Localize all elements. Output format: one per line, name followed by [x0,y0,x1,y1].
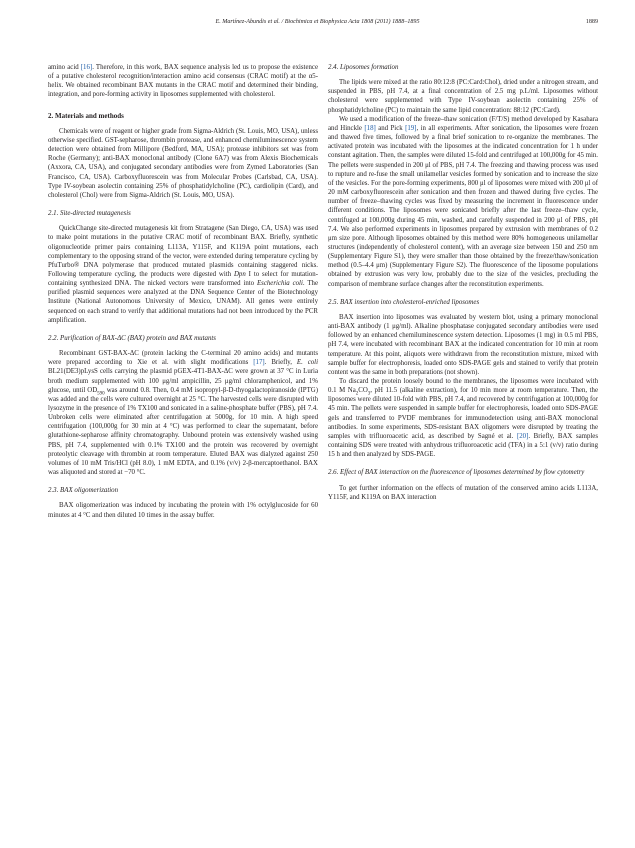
reference-link[interactable]: [20] [516,432,529,440]
subsection-heading-flow-cytometry: 2.6. Effect of BAX interaction on the fluorescence of liposomes determined by flow cytometry [328,469,585,477]
subscript: 3 [367,391,371,397]
insertion-paragraph-1: BAX insertion into liposomes was evaluated by western blot, using a primary monoclonal anti-BAX antibody (1 μg/ml). Alkaline phosphatase conjugated secondary antibodies were used followed by an enhanced chemiluminescence system detection. Liposomes (1 mg) in 0.5 ml PBS, pH 7.4, were incubated with recombinant BAX at the indicated concentration for 10 min at room temperature. At this point, aliquots were withdrawn from the reconstitution mixture, mixed with sample buffer for electrophoresis, loaded onto SDS-PAGE gels and stained to verify that protein content was the same in both preparations (not shown). [328,313,598,376]
liposomes-paragraph-2: We used a modification of the freeze–thaw sonication (F/T/S) method developed by Kasahara and Hinckle [18] and Pick [19], in all experiments. After sonication, the liposomes were frozen and thawed five times, followed by a final brief sonication to re-organize the membranes. The activated protein was incubated with the liposomes at the indicated concentration for 1 h under constant agitation. Then, the samples were diluted 15-fold and centrifuged at 100,000g for 45 min. The pellets were suspended in 200 μl of PBS, pH 7.4. The freezing and thawing process was used to rupture and re-fuse the small unilamellar vesicles formed by sonication and to increase the size of the vesicles. For the pore-forming experiments, 800 μl of liposomes were mixed with 200 μl of 20 mM carboxyfluorescein after sonication and then frozen and thawed during five cycles. The number of freeze–thawing cycles was fixed by measuring the increment in fluorescence under different conditions. The liposomes were sonicated briefly after the last freeze–thaw cycle, centrifuged at 100,000g during 45 min, washed, and carefully suspended in 200 μl of PBS, pH 7.4. We also performed experiments in liposomes prepared by extrusion with membranes of 0.2 μm size pore. Although liposomes obtained by this method were 80% homogeneous unilamellar structures (independently of cholesterol content), with an average size between 150 and 250 nm (Supplementary Figure S1), they were smaller than those obtained by the freeze/thaw/sonication method (0.5–4.4 μm) (Supplementary Figure S2). The fluorescence of the liposome populations obtained by extrusion was very low, probably due to the size of the vesicles, precluding the comparison of membrane surface changes after the reconstitution experiments. [328,115,598,288]
subsection-heading-liposomes: 2.4. Liposomes formation [328,64,399,71]
liposomes-paragraph-1: The lipids were mixed at the ratio 80:12:8 (PC:Card:Chol), dried under a nitrogen stream, and suspended in PBS, pH 7.4, at a final concentration of 2.5 mg p.L/ml. Liposomes without cholesterol were supplemented with Type IV-soybean asolectin containing 25% of phosphatidylcholine (PC) to maintain the same lipid concentration: 88:12 (PC:Card). [328,79,598,114]
intro-paragraph: amino acid [16]. Therefore, in this work, BAX sequence analysis led us to propose the existence of a putative cholesterol recognition/interaction amino acid consensus (CRAC motif) at the α5-helix. We obtained recombinant BAX mutants in the CRAC motif and determined their binding, integration, and pore-forming activity in liposomes supplemented with cholesterol. [48,64,318,99]
reference-link[interactable]: [16] [80,64,93,71]
italic-term: E. coli [296,359,318,367]
purification-paragraph: Recombinant GST-BAX-ΔC (protein lacking the C-terminal 20 amino acids) and mutants were prepared according to Xie et al. with slight modifications [17]. Briefly, E. coli BL21(DE3)pLysS cells carrying the plasmid pGEX-4T1-BAX-ΔC were grown at 37 °C in Luria broth medium supplemented with 100 μg/ml ampicillin, 25 μg/ml chloramphenicol, and 1% glucose, until $OD_{590}$ was around 0.8. Then, 0.4 mM isopropyl-β-D-thyogalactopiranoside (IPTG) was added and the cells were cultured overnight at 25 °C. The harvested cells were disrupted with lysozyme in the presence of 1% TX100 and sonicated in a saline-phosphate buffer (PBS), pH 7.4. Unbroken cells were eliminated after centrifugation at 5000g, for 10 min. A high speed centrifugation (100,000g for 30 min at 4 °C) was performed to clear the supernatant, before glutathione-sepharose affinity chromatography. Unbound protein was extensively washed using PBS, pH 7.4, supplemented with 0.1% TX100 and the protein was recovered by overnight proteolytic cleavage with thrombin at room temperature. Eluted BAX was dialyzed against 250 volumes of 10 mM Tris/HCl (pH 8.0), 1 mM EDTA, and 0.1% (v/v) 2-β-mercaptoethanol. BAX was aliquoted and stored at −70 °C. [48,350,318,477]
page-number: 1889 [585,19,598,25]
reference-link[interactable]: [17] [253,359,265,367]
reference-link[interactable]: [18] [364,124,376,132]
subsection-heading-oligomerization: 2.3. BAX oligomerization [48,487,119,495]
right-column [328,63,598,502]
subsection-heading-mutagenesis: 2.1. Site-directed mutagenesis [48,210,131,218]
running-head [0,19,635,31]
left-column [48,63,318,520]
subsection-heading-insertion: 2.5. BAX insertion into cholesterol-enriched liposomes [328,298,480,306]
reference-link[interactable]: [19] [405,124,417,132]
italic-term: Escherichia coli [257,280,303,288]
chemicals-paragraph: Chemicals were of reagent or higher grade from Sigma-Aldrich (St. Louis, MO, USA), unless otherwise specified. GST-sepharose, thrombin protease, and enhanced chemiluminescence system detection were obtained from Millipore (Bedford, MA, USA); protease inhibitors set was from Roche (Germany); anti-BAX monoclonal antibody (Clone 6A7) was from Alexis Biochemicals (Axxora, CA, USA), and conjugated secondary antibodies were from Zymed Laboratories (San Francisco, CA, USA). Carboxyfluorescein was from Molecular Probes (Carlsbad, CA, USA). Type IV-soybean asolectin containing 25% of phosphatidylcholine (PC), cardiolipin (Card), and cholesterol (Chol) were from Sigma-Aldrich (St. Louis, MO, USA). [48,127,318,199]
subscript: 590 [97,391,105,397]
subscript: 2 [355,391,359,397]
subsection-heading-purification: 2.2. Purification of BAX-ΔC (BAX) protein and BAX mutants [48,334,216,342]
italic-term: Dpn [233,270,246,278]
section-heading-materials-methods: 2. Materials and methods [48,111,124,120]
mutagenesis-paragraph: QuickChange site-directed mutagenesis kit from Stratagene (San Diego, CA, USA) was used to make point mutations in the putative CRAC motif of recombinant BAX. Briefly, synthetic oligonucleotide primer pairs containing L113A, Y115F, and K119A point mutations, each complementary to the opposing strand of the vector, were extended during temperature cycling by PfuTurbo® DNA polymerase that produced mutated plasmids containing staggered nicks. Following temperature cycling, the products were digested with Dpn I to select for mutation-containing synthesized DNA. The nicked vectors were transformed into Escherichia coli. The purified plasmid sequences were analyzed at the DNA Sequence Center of the Biotechnology Institute (National Autonomous University of Mexico, UNAM). All genes were entirely sequenced on each strand to verify that additional mutations had not been introduced by the PCR amplification. [48,225,318,324]
flow-cytometry-paragraph: To get further information on the effects of mutation of the conserved amino acids L113A, Y115F, and K119A on BAX interaction [328,484,598,501]
oligomerization-paragraph: BAX oligomerization was induced by incubating the protein with 1% octylglucoside for 60 minutes at 4 °C and then diluted 10 times in the assay buffer. [48,502,318,519]
insertion-paragraph-2: To discard the protein loosely bound to the membranes, the liposomes were incubated with 0.1 M $Na_2CO_3$, pH 11.5 (alkaline extraction), for 10 min more at room temperature. Then, the liposomes were diluted 10-fold with PBS, pH 7.4, and recovered by centrifugation at 100,000g for 45 min. The pellets were suspended in sample buffer for electrophoresis, loaded onto SDS-PAGE gels and transferred to PVDF membranes for immunodetection using anti-BAX monoclonal antibodies. In some experiments, SDS-resistant BAX oligomers were disrupted by treating the samples with trifluoroacetic acid, as described by Sagné et al. [20]. Briefly, BAX samples containing SDS were treated with anhydrous trifluoroacetic acid (TFA) in a 5:1 (v/v) ratio during 15 h and then analyzed by SDS-PAGE. [328,378,598,459]
journal-citation: E. Martínez-Abundis et al. / Biochimica et Biophysica Acta 1808 (2011) 1888–1895 [215,19,420,25]
